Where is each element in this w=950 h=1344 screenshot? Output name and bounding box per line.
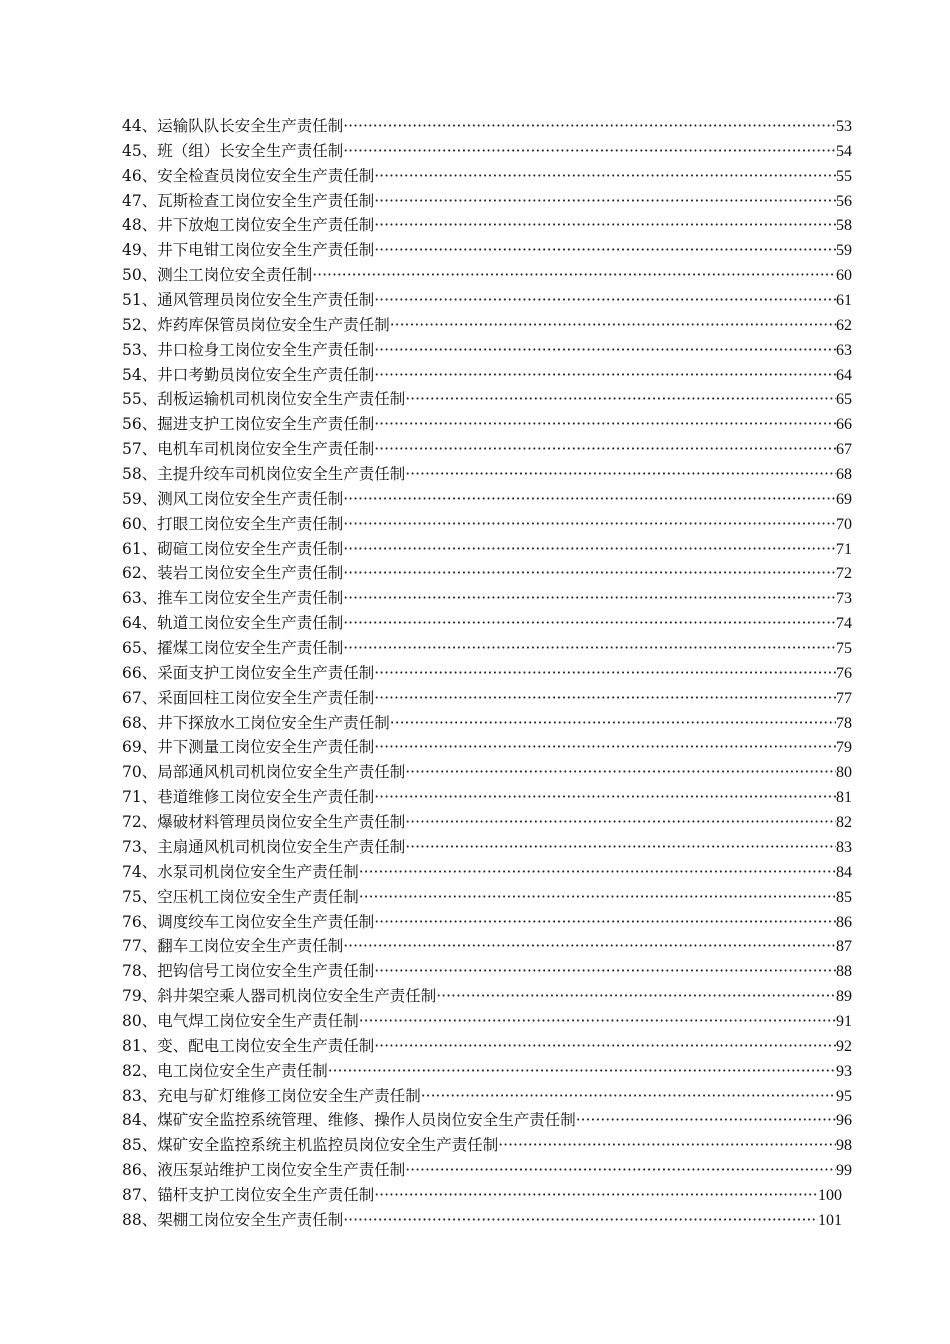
toc-entry[interactable]	[122, 213, 852, 238]
toc-dot-leader	[405, 760, 836, 785]
toc-entry-title: 58、主提升绞车司机岗位安全生产责任制	[122, 465, 406, 484]
toc-entry-title: 59、测风工岗位安全生产责任制	[122, 489, 344, 508]
toc-entry-title: 77、翻车工岗位安全生产责任制	[122, 937, 344, 956]
toc-entry[interactable]	[122, 910, 852, 935]
toc-entry[interactable]	[122, 686, 852, 711]
toc-entry-page-number: 71	[836, 540, 852, 558]
toc-entry-page-number: 65	[836, 391, 852, 409]
toc-entry-page-number: 75	[836, 640, 852, 658]
toc-entry-page-number: 68	[836, 466, 852, 484]
toc-entry-page-number: 67	[836, 441, 852, 459]
toc-entry[interactable]	[122, 885, 852, 910]
toc-entry-title: 47、瓦斯检查工岗位安全生产责任制	[122, 191, 375, 210]
toc-entry-page-number: 77	[836, 689, 852, 707]
toc-entry-page-number: 95	[836, 1087, 852, 1105]
toc-entry[interactable]	[122, 512, 852, 537]
toc-dot-leader	[359, 1009, 836, 1034]
toc-entry-title: 65、攉煤工岗位安全生产责任制	[122, 639, 344, 658]
toc-entry-page-number: 59	[836, 242, 852, 260]
toc-entry[interactable]	[122, 487, 852, 512]
toc-dot-leader	[374, 661, 836, 686]
toc-entry-page-number: 98	[836, 1137, 852, 1155]
toc-entry-title: 50、测尘工岗位安全责任制	[122, 266, 313, 285]
toc-entry[interactable]	[122, 1208, 842, 1233]
toc-entry[interactable]	[122, 1108, 852, 1133]
toc-entry[interactable]	[122, 238, 852, 263]
toc-entry-page-number: 53	[836, 118, 852, 135]
toc-entry-title: 48、井下放炮工岗位安全生产责任制	[122, 216, 375, 235]
toc-entry-title: 76、调度绞车工岗位安全生产责任制	[122, 912, 375, 931]
toc-entry-page-number: 58	[836, 217, 852, 235]
toc-dot-leader	[405, 387, 836, 412]
toc-entry-title: 83、充电与矿灯维修工岗位安全生产责任制	[122, 1086, 421, 1105]
toc-dot-leader	[374, 164, 836, 189]
toc-dot-leader	[343, 586, 836, 611]
toc-entry-title: 57、电机车司机岗位安全生产责任制	[122, 440, 375, 459]
toc-entry[interactable]	[122, 164, 852, 189]
toc-entry-page-number: 93	[836, 1062, 852, 1080]
table-of-contents	[122, 114, 852, 1233]
toc-dot-leader	[312, 263, 836, 288]
toc-dot-leader	[405, 462, 836, 487]
toc-entry-page-number: 84	[836, 863, 852, 881]
toc-entry[interactable]	[122, 1183, 842, 1208]
toc-entry[interactable]	[122, 1158, 852, 1183]
toc-dot-leader	[374, 785, 836, 810]
toc-entry-page-number: 64	[836, 366, 852, 384]
toc-entry-title: 64、轨道工岗位安全生产责任制	[122, 614, 344, 633]
toc-entry[interactable]	[122, 189, 852, 214]
toc-entry-page-number: 79	[836, 739, 852, 757]
toc-entry-title: 66、采面支护工岗位安全生产责任制	[122, 663, 375, 682]
toc-dot-leader	[498, 1133, 836, 1158]
toc-entry[interactable]	[122, 810, 852, 835]
toc-entry[interactable]	[122, 313, 852, 338]
toc-entry[interactable]	[122, 288, 852, 313]
toc-entry[interactable]	[122, 1009, 852, 1034]
toc-dot-leader	[374, 437, 836, 462]
toc-entry[interactable]	[122, 1059, 852, 1084]
toc-entry[interactable]	[122, 785, 852, 810]
toc-dot-leader	[576, 1108, 836, 1133]
toc-entry[interactable]	[122, 139, 852, 164]
toc-dot-leader	[390, 711, 836, 736]
toc-dot-leader	[343, 512, 836, 537]
toc-entry[interactable]	[122, 363, 852, 388]
toc-entry-title: 85、煤矿安全监控系统主机监控员岗位安全生产责任制	[122, 1136, 499, 1155]
toc-entry[interactable]	[122, 835, 852, 860]
toc-entry-title: 55、刮板运输机司机岗位安全生产责任制	[122, 390, 406, 409]
toc-entry-title: 86、液压泵站维护工岗位安全生产责任制	[122, 1161, 406, 1180]
toc-entry-title: 81、变、配电工岗位安全生产责任制	[122, 1036, 375, 1055]
toc-dot-leader	[374, 686, 836, 711]
toc-entry-page-number: 101	[818, 1211, 842, 1229]
toc-entry-page-number: 92	[836, 1037, 852, 1055]
toc-dot-leader	[343, 114, 836, 139]
toc-entry-page-number: 70	[836, 515, 852, 533]
toc-entry-page-number: 99	[836, 1162, 852, 1180]
toc-entry[interactable]	[122, 1034, 852, 1059]
toc-entry[interactable]	[122, 462, 852, 487]
toc-entry-page-number: 55	[836, 167, 852, 185]
toc-dot-leader	[374, 412, 836, 437]
toc-entry-title: 68、井下探放水工岗位安全生产责任制	[122, 713, 390, 732]
toc-entry-page-number: 72	[836, 565, 852, 583]
toc-entry[interactable]	[122, 1084, 852, 1109]
toc-entry-title: 53、井口检身工岗位安全生产责任制	[122, 340, 375, 359]
toc-entry-title: 61、砌碹工岗位安全生产责任制	[122, 539, 344, 558]
toc-entry[interactable]	[122, 387, 852, 412]
toc-dot-leader	[436, 984, 836, 1009]
toc-entry-page-number: 76	[836, 664, 852, 682]
toc-entry-page-number: 66	[836, 416, 852, 434]
toc-entry-title: 73、主扇通风机司机岗位安全生产责任制	[122, 837, 406, 856]
toc-entry[interactable]	[122, 711, 852, 736]
toc-entry-page-number: 60	[836, 267, 852, 285]
toc-entry-page-number: 73	[836, 590, 852, 608]
toc-entry-title: 78、把钩信号工岗位安全生产责任制	[122, 962, 375, 981]
toc-dot-leader	[405, 835, 836, 860]
toc-entry-page-number: 100	[818, 1186, 842, 1204]
toc-dot-leader	[328, 1059, 836, 1084]
toc-entry-page-number: 82	[836, 814, 852, 832]
toc-entry[interactable]	[122, 984, 852, 1009]
toc-entry-title: 69、井下测量工岗位安全生产责任制	[122, 738, 375, 757]
toc-entry-title: 87、锚杆支护工岗位安全生产责任制	[122, 1185, 375, 1204]
toc-dot-leader	[374, 338, 836, 363]
toc-dot-leader	[359, 860, 836, 885]
toc-entry[interactable]	[122, 735, 852, 760]
toc-dot-leader	[374, 189, 836, 214]
toc-entry[interactable]	[122, 114, 852, 139]
toc-entry-page-number: 88	[836, 963, 852, 981]
toc-entry[interactable]	[122, 586, 852, 611]
toc-dot-leader	[343, 611, 836, 636]
toc-entry[interactable]	[122, 661, 852, 686]
toc-dot-leader	[390, 313, 836, 338]
toc-entry-page-number: 81	[836, 789, 852, 807]
toc-dot-leader	[374, 910, 836, 935]
toc-entry-title: 56、掘进支护工岗位安全生产责任制	[122, 415, 375, 434]
toc-dot-leader	[343, 139, 836, 164]
toc-entry-title: 67、采面回柱工岗位安全生产责任制	[122, 688, 375, 707]
toc-entry-title: 79、斜井架空乘人器司机岗位安全生产责任制	[122, 987, 437, 1006]
toc-dot-leader	[374, 238, 836, 263]
toc-entry-page-number: 80	[836, 764, 852, 782]
toc-entry[interactable]	[122, 412, 852, 437]
toc-entry-title: 82、电工岗位安全生产责任制	[122, 1061, 328, 1080]
toc-dot-leader	[405, 810, 836, 835]
toc-dot-leader	[343, 561, 836, 586]
toc-entry[interactable]	[122, 611, 852, 636]
toc-entry[interactable]	[122, 760, 852, 785]
toc-entry-page-number: 87	[836, 938, 852, 956]
toc-entry-page-number: 78	[836, 714, 852, 732]
toc-dot-leader	[374, 1183, 818, 1208]
toc-entry[interactable]	[122, 934, 852, 959]
toc-entry-title: 75、空压机工岗位安全生产责任制	[122, 887, 359, 906]
toc-entry-title: 72、爆破材料管理员岗位安全生产责任制	[122, 813, 406, 832]
toc-entry[interactable]	[122, 561, 852, 586]
toc-entry-title: 71、巷道维修工岗位安全生产责任制	[122, 788, 375, 807]
toc-dot-leader	[359, 885, 836, 910]
toc-entry-page-number: 63	[836, 341, 852, 359]
toc-entry-page-number: 61	[836, 292, 852, 310]
toc-dot-leader	[374, 959, 836, 984]
toc-entry-title: 84、煤矿安全监控系统管理、维修、操作人员岗位安全生产责任制	[122, 1111, 576, 1130]
toc-dot-leader	[343, 934, 836, 959]
toc-dot-leader	[421, 1084, 836, 1109]
toc-entry-title: 44、运输队队长安全生产责任制	[122, 117, 344, 135]
toc-entry[interactable]	[122, 860, 852, 885]
toc-entry[interactable]	[122, 959, 852, 984]
toc-dot-leader	[343, 537, 836, 562]
toc-dot-leader	[343, 1208, 818, 1233]
toc-entry[interactable]	[122, 338, 852, 363]
toc-entry-page-number: 91	[836, 1012, 852, 1030]
toc-entry-title: 80、电气焊工岗位安全生产责任制	[122, 1011, 359, 1030]
toc-entry-title: 60、打眼工岗位安全生产责任制	[122, 514, 344, 533]
toc-entry-title: 70、局部通风机司机岗位安全生产责任制	[122, 763, 406, 782]
toc-entry-page-number: 86	[836, 913, 852, 931]
toc-entry-title: 74、水泵司机岗位安全生产责任制	[122, 862, 359, 881]
toc-entry-page-number: 85	[836, 888, 852, 906]
toc-dot-leader	[374, 1034, 836, 1059]
toc-entry-title: 88、架棚工岗位安全生产责任制	[122, 1210, 344, 1229]
toc-dot-leader	[374, 363, 836, 388]
toc-entry-page-number: 89	[836, 988, 852, 1006]
toc-entry-page-number: 54	[836, 142, 852, 160]
toc-dot-leader	[374, 288, 836, 313]
toc-entry-title: 51、通风管理员岗位安全生产责任制	[122, 291, 375, 310]
toc-entry-title: 52、炸药库保管员岗位安全生产责任制	[122, 315, 390, 334]
toc-entry-title: 63、推车工岗位安全生产责任制	[122, 589, 344, 608]
toc-dot-leader	[405, 1158, 836, 1183]
toc-entry-page-number: 69	[836, 490, 852, 508]
toc-entry-page-number: 74	[836, 615, 852, 633]
toc-entry-page-number: 56	[836, 192, 852, 210]
toc-entry-page-number: 62	[836, 316, 852, 334]
toc-entry-title: 62、装岩工岗位安全生产责任制	[122, 564, 344, 583]
toc-entry-page-number: 83	[836, 838, 852, 856]
toc-dot-leader	[343, 487, 836, 512]
toc-entry-title: 49、井下电钳工岗位安全生产责任制	[122, 241, 375, 260]
toc-entry-title: 45、班（组）长安全生产责任制	[122, 141, 344, 160]
toc-entry-title: 54、井口考勤员岗位安全生产责任制	[122, 365, 375, 384]
toc-entry-page-number: 96	[836, 1112, 852, 1130]
toc-entry[interactable]	[122, 537, 852, 562]
toc-entry[interactable]	[122, 1133, 852, 1158]
toc-entry[interactable]	[122, 437, 852, 462]
toc-entry[interactable]	[122, 636, 852, 661]
toc-entry-title: 46、安全检查员岗位安全生产责任制	[122, 166, 375, 185]
toc-entry[interactable]	[122, 263, 852, 288]
toc-dot-leader	[374, 735, 836, 760]
toc-dot-leader	[374, 213, 836, 238]
toc-dot-leader	[343, 636, 836, 661]
